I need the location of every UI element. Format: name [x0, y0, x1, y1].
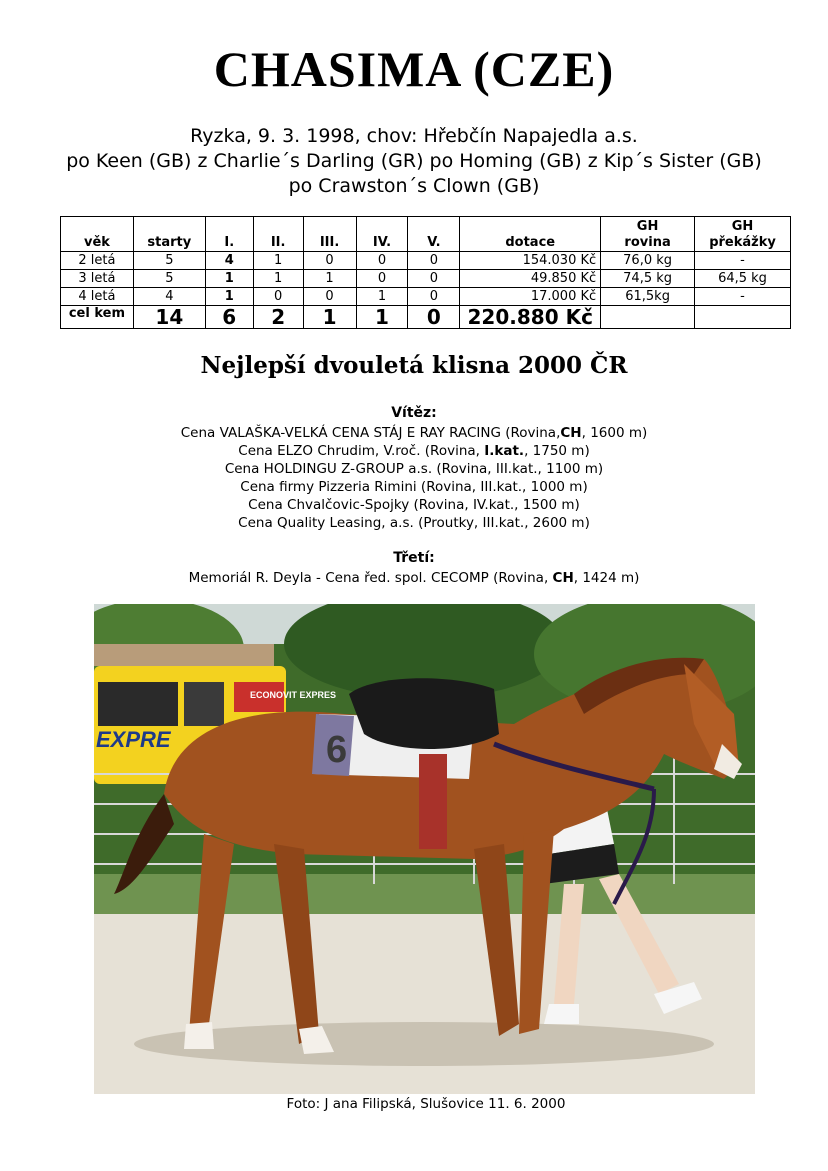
cell-total-label: cel kem — [61, 306, 134, 329]
rovina-label: rovina — [624, 235, 671, 250]
pedigree-line-1: Ryzka, 9. 3. 1998, chov: Hřebčín Napajedla a.s. — [190, 125, 638, 147]
girth — [419, 754, 447, 849]
cell-vek: 2 letá — [61, 252, 134, 270]
cell-second: 0 — [253, 288, 303, 306]
cell-fifth: 0 — [408, 270, 460, 288]
bus-lettering: EXPRE — [96, 727, 171, 752]
winner-label: Vítěz: — [391, 405, 437, 421]
race-stats-table — [60, 216, 791, 329]
cell-first: 1 — [205, 288, 253, 306]
third-race — [0, 570, 828, 586]
table-row — [61, 252, 791, 270]
cell-fifth: 0 — [408, 252, 460, 270]
col-header-1: I. — [205, 217, 253, 252]
horse-photo — [94, 604, 755, 1094]
bus-sign: ECONOVIT EXPRES — [250, 690, 337, 700]
cell-total-empty — [695, 306, 791, 329]
race-text: Cena Quality Leasing, a.s. (Proutky, III.kat., 2600 m) — [238, 515, 590, 531]
grass-strip — [94, 874, 755, 914]
table-total-row — [61, 306, 791, 329]
race-text: Cena firmy Pizzeria Rimini (Rovina, III.kat., 1000 m) — [240, 479, 588, 495]
race-category: I.kat. — [484, 443, 525, 459]
prekazky-label: překážky — [709, 235, 776, 250]
race-text: , 1600 m) — [581, 425, 648, 441]
cell-fifth: 0 — [408, 288, 460, 306]
cell-first: 4 — [205, 252, 253, 270]
table-header-row — [61, 217, 791, 252]
col-header-gh-prekazky — [695, 217, 791, 252]
gh-label: GH — [636, 219, 659, 234]
cell-dotace: 49.850 Kč — [460, 270, 601, 288]
cell-total-first: 6 — [205, 306, 253, 329]
cell-fourth: 0 — [356, 252, 408, 270]
cell-third: 0 — [303, 252, 356, 270]
col-header-starty: starty — [133, 217, 205, 252]
col-header-2: II. — [253, 217, 303, 252]
cell-dotace: 17.000 Kč — [460, 288, 601, 306]
photo-caption: Foto: J ana Filipská, Slušovice 11. 6. 2000 — [286, 1096, 566, 1112]
cell-vek: 3 letá — [61, 270, 134, 288]
race-text: Memoriál R. Deyla - Cena řed. spol. CECOMP (Rovina, — [188, 570, 553, 586]
number-cloth-text: 6 — [326, 729, 348, 771]
third-label: Třetí: — [393, 550, 435, 566]
cell-starty: 4 — [133, 288, 205, 306]
page-title: CHASIMA (CZE) — [213, 41, 615, 97]
cell-dotace: 154.030 Kč — [460, 252, 601, 270]
col-header-dotace: dotace — [460, 217, 601, 252]
cell-second: 1 — [253, 270, 303, 288]
cell-gh-prekazky: - — [695, 288, 791, 306]
pedigree-line-2: po Keen (GB) z Charlie´s Darling (GR) po Homing (GB) z Kip´s Sister (GB) — [66, 150, 762, 172]
table-row — [61, 270, 791, 288]
cell-total-third: 1 — [303, 306, 356, 329]
horse-photo-illustration — [94, 604, 755, 1094]
winner-race — [0, 425, 828, 441]
table-row — [61, 288, 791, 306]
cell-fourth: 1 — [356, 288, 408, 306]
race-category: CH — [552, 570, 574, 586]
cell-third: 1 — [303, 270, 356, 288]
achievement-heading: Nejlepší dvouletá klisna 2000 ČR — [200, 352, 628, 379]
cell-gh-rovina: 74,5 kg — [601, 270, 695, 288]
race-category: CH — [560, 425, 582, 441]
cell-total-dotace: 220.880 Kč — [460, 306, 601, 329]
cell-fourth: 0 — [356, 270, 408, 288]
cell-gh-prekazky: - — [695, 252, 791, 270]
cell-total-fifth: 0 — [408, 306, 460, 329]
col-header-vek: věk — [61, 217, 134, 252]
race-text: Cena HOLDINGU Z-GROUP a.s. (Rovina, III.kat., 1100 m) — [224, 461, 604, 477]
col-header-3: III. — [303, 217, 356, 252]
pedigree-line-3: po Crawston´s Clown (GB) — [288, 175, 540, 197]
cell-first: 1 — [205, 270, 253, 288]
cell-third: 0 — [303, 288, 356, 306]
cell-total-empty — [601, 306, 695, 329]
winner-race — [0, 479, 828, 495]
cell-gh-prekazky: 64,5 kg — [695, 270, 791, 288]
cell-starty: 5 — [133, 252, 205, 270]
col-header-gh-rovina — [601, 217, 695, 252]
cell-vek: 4 letá — [61, 288, 134, 306]
building-roof — [94, 644, 274, 666]
cell-total-starty: 14 — [133, 306, 205, 329]
race-text: Cena Chvalčovic-Spojky (Rovina, IV.kat., 1500 m) — [248, 497, 580, 513]
cell-gh-rovina: 76,0 kg — [601, 252, 695, 270]
race-text: Cena ELZO Chrudim, V.roč. (Rovina, — [238, 443, 485, 459]
race-text: , 1424 m) — [573, 570, 640, 586]
gh-label: GH — [731, 219, 754, 234]
winner-race — [0, 515, 828, 531]
race-text: Cena VALAŠKA-VELKÁ CENA STÁJ E RAY RACING (Rovina, — [180, 425, 561, 441]
winner-race — [0, 443, 828, 459]
cell-second: 1 — [253, 252, 303, 270]
cell-total-fourth: 1 — [356, 306, 408, 329]
cell-gh-rovina: 61,5kg — [601, 288, 695, 306]
race-text: , 1750 m) — [524, 443, 590, 459]
col-header-4: IV. — [356, 217, 408, 252]
winner-race — [0, 461, 828, 477]
winner-race — [0, 497, 828, 513]
cell-starty: 5 — [133, 270, 205, 288]
cell-total-second: 2 — [253, 306, 303, 329]
col-header-5: V. — [408, 217, 460, 252]
shadow — [134, 1022, 714, 1066]
